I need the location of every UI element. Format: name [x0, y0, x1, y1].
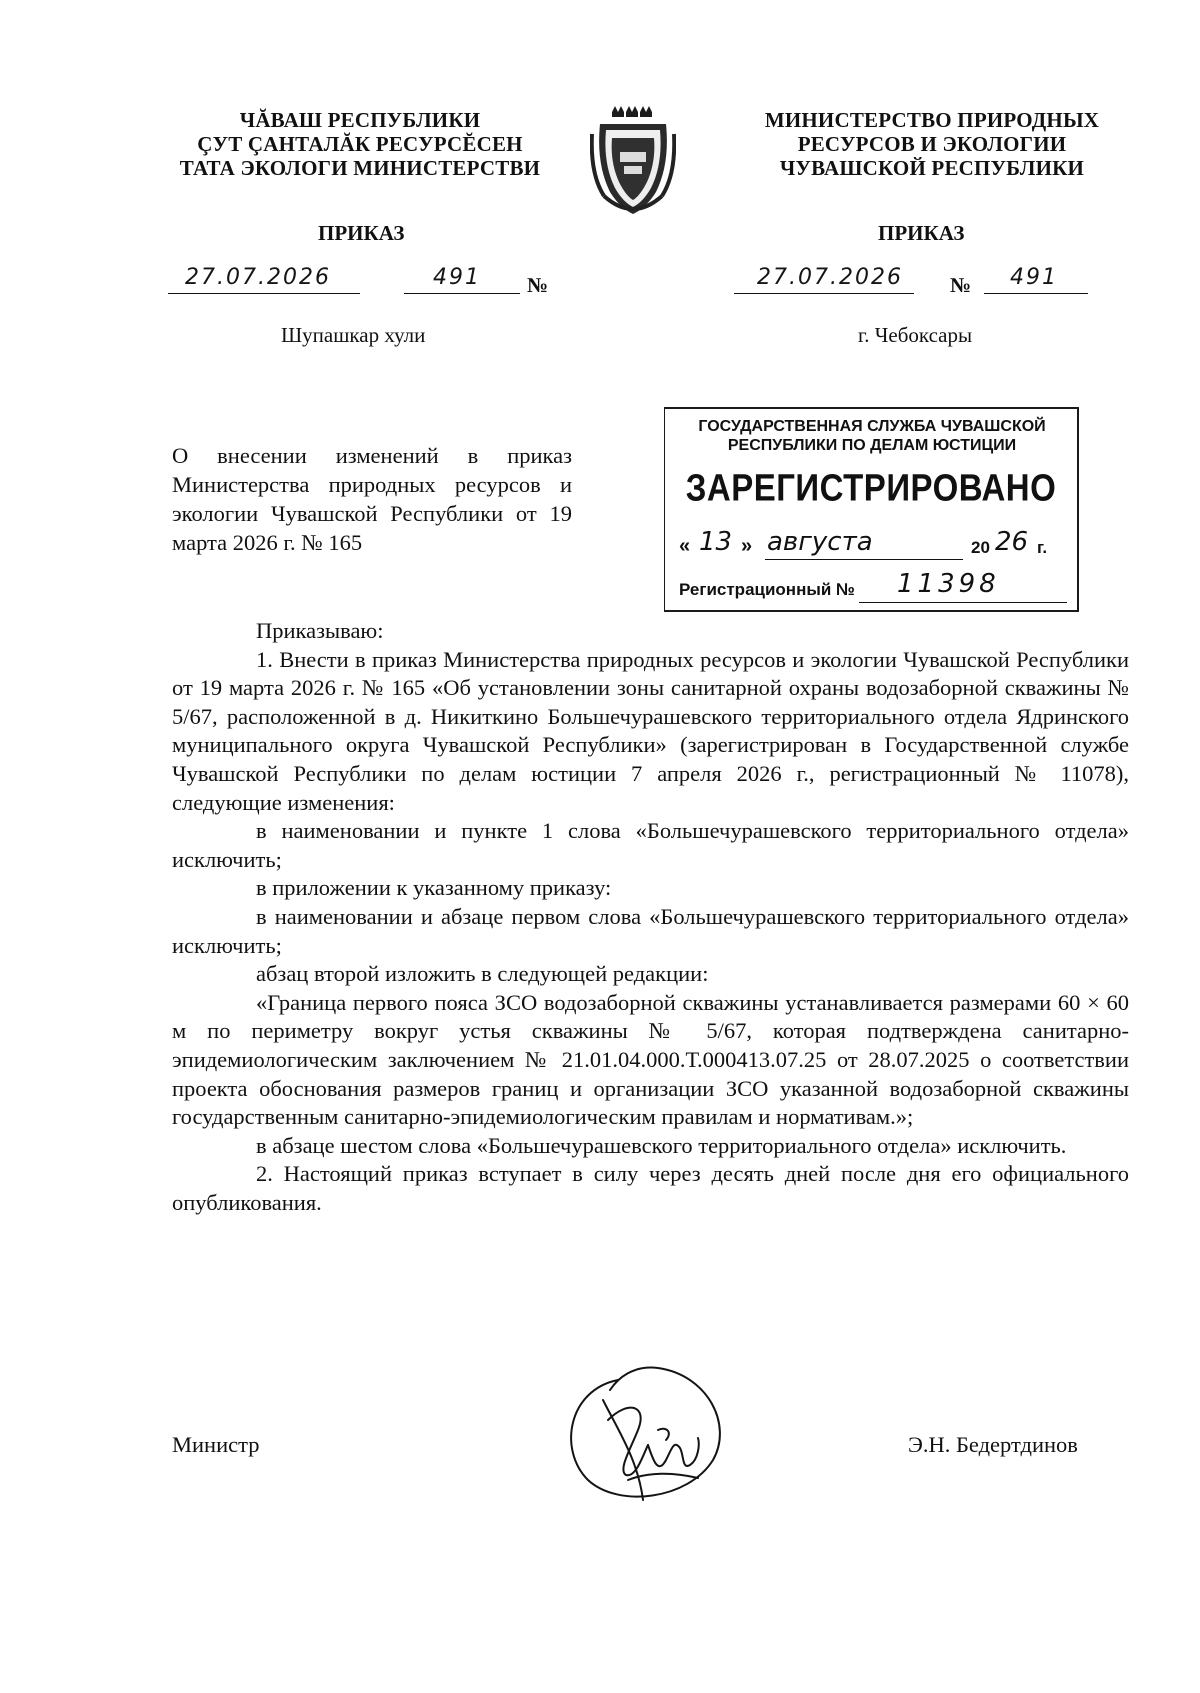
right-city: г. Чебоксары	[858, 323, 973, 347]
order-paragraph: в наименовании и пункте 1 слова «Большечурашевского территориального отдела» исключить;	[172, 818, 1129, 872]
stamp-status: ЗАРЕГИСТРИРОВАНО	[685, 466, 1057, 509]
stamp-close-quote: »	[741, 535, 753, 557]
right-number-sign: №	[950, 273, 972, 297]
order-paragraph: в приложении к указанному приказу:	[256, 875, 612, 901]
handwritten-signature-icon	[548, 1360, 728, 1510]
order-body	[172, 617, 1129, 1217]
stamp-year-suffix: 26	[995, 527, 1029, 557]
coat-of-arms-icon	[590, 104, 676, 219]
order-paragraph: в абзаце шестом слова «Большечурашевского территориального отдела» исключить.	[256, 1132, 1067, 1158]
left-org-line: ÇУТ ÇАНТАЛĂК РЕСУРСĔСЕН	[197, 132, 523, 156]
stamp-day: 13	[699, 527, 733, 557]
subject-text: О внесении изменений в приказ Министерства природных ресурсов и экологии Чувашской Республики от 19 марта 2026 г. № 165	[172, 443, 572, 555]
stamp-year-prefix: 20	[971, 538, 990, 557]
left-number: 491	[433, 265, 481, 290]
stamp-month: августа	[767, 527, 873, 557]
order-quote: «Граница первого пояса ЗСО водозаборной скважины устанавливается размерами 60 × 60 м по периметру вокруг устья скважины № 5/67, которая подтверждена санитарно-эпидемиологическим заключением № 21.01.04.000.Т.000413.07.25 от 28.07.2025 о соответствии проекта обоснования размеров границ и организации ЗСО указанной водозаборной скважины государственным санитарно-эпидемиологическим правилам и нормативам.»;	[172, 989, 1129, 1130]
right-date: 27.07.2026	[757, 265, 903, 290]
order-paragraph: в наименовании и абзаце первом слова «Большечурашевского территориального отдела» исключить;	[172, 903, 1129, 958]
order-paragraph: абзац второй изложить в следующей редакции:	[256, 961, 709, 987]
stamp-reg-label: Регистрационный №	[679, 580, 855, 599]
right-date-underline	[734, 293, 914, 294]
header-left-org	[160, 108, 560, 180]
left-date: 27.07.2026	[185, 265, 331, 290]
stamp-org-line1: ГОСУДАРСТВЕННАЯ СЛУЖБА ЧУВАШСКОЙ	[698, 418, 1046, 435]
signature-position: Министр	[172, 1432, 260, 1457]
order-item-1: 1. Внести в приказ Министерства природных ресурсов и экологии Чувашской Республики от 19 марта 2026 г. № 165 «Об установлении зоны санитарной охраны водозаборной скважины № 5/67, расположенной в д. Никиткино Большечурашевского территориального отдела Ядринского муниципального округа Чувашской Республики» (зарегистрирован в Государственной службе Чувашской Республики по делам юстиции 7 апреля 2026 г., регистрационный № 11078), следующие изменения:	[172, 646, 1129, 815]
right-number: 491	[1010, 265, 1058, 290]
left-org-line: ЧĂВАШ РЕСПУБЛИКИ	[239, 108, 481, 132]
order-intro: Приказываю:	[256, 618, 384, 643]
document-subject	[172, 441, 572, 557]
stamp-org	[673, 417, 1071, 455]
stamp-reg-underline	[859, 602, 1067, 603]
stamp-open-quote: «	[679, 535, 691, 557]
header-right-org	[737, 108, 1127, 180]
stamp-month-underline	[765, 559, 963, 560]
left-org-line: ТАТА ЭКОЛОГИ МИНИСТЕРСТВИ	[179, 156, 541, 180]
left-number-sign: №	[527, 273, 549, 297]
right-org-line: ЧУВАШСКОЙ РЕСПУБЛИКИ	[779, 156, 1085, 180]
right-org-line: МИНИСТЕРСТВО ПРИРОДНЫХ	[764, 108, 1100, 132]
left-number-underline	[404, 293, 520, 294]
left-city: Шупашкар хули	[281, 323, 426, 347]
stamp-reg-number: 11398	[897, 569, 1000, 599]
registration-stamp	[664, 407, 1079, 612]
stamp-org-line2: РЕСПУБЛИКИ ПО ДЕЛАМ ЮСТИЦИИ	[727, 437, 1017, 454]
stamp-year-mark: г.	[1037, 538, 1048, 557]
left-date-underline	[168, 293, 360, 294]
right-org-line: РЕСУРСОВ И ЭКОЛОГИИ	[797, 132, 1067, 156]
left-doc-type: ПРИКАЗ	[318, 221, 405, 245]
order-item-2: 2. Настоящий приказ вступает в силу через десять дней после дня его официального опубликования.	[172, 1161, 1129, 1215]
signature-name: Э.Н. Бедертдинов	[908, 1432, 1078, 1457]
right-number-underline	[984, 293, 1088, 294]
right-doc-type: ПРИКАЗ	[878, 221, 965, 245]
